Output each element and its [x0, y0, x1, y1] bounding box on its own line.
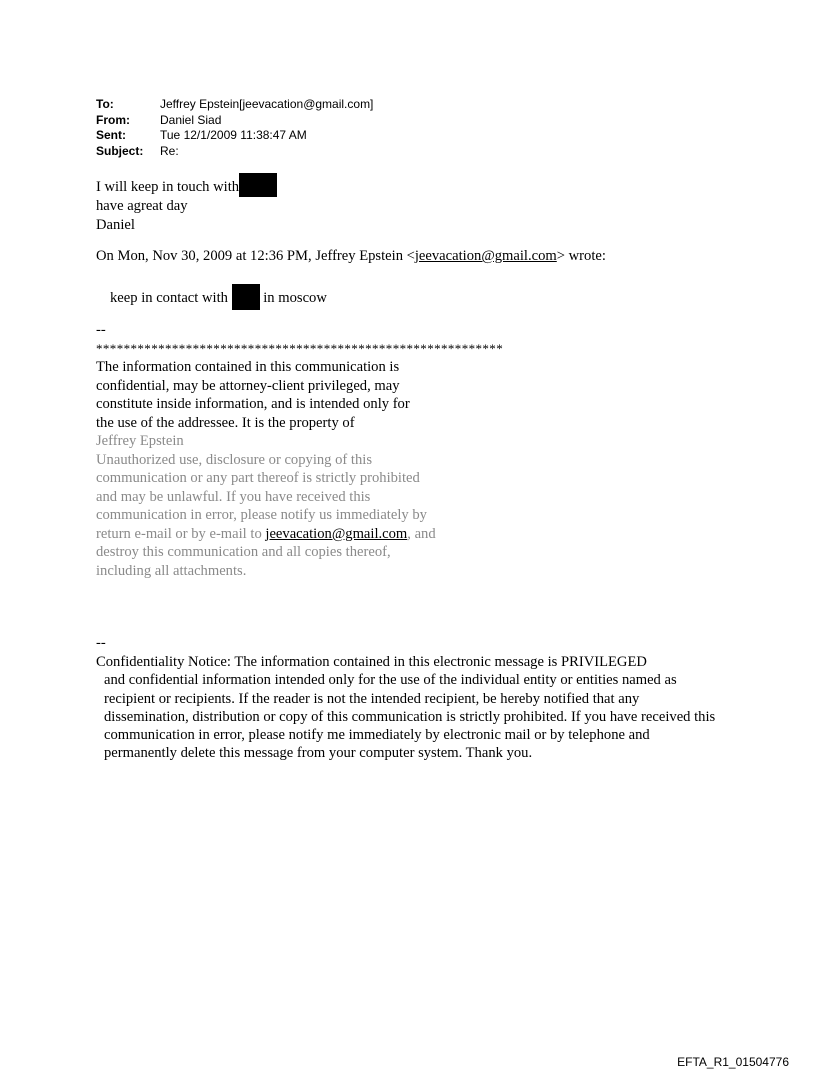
- redaction-box: [232, 284, 260, 310]
- message-body: [96, 173, 277, 234]
- subject-label: Subject:: [96, 143, 144, 158]
- signature-line: Unauthorized use, disclosure or copying of this: [96, 451, 373, 468]
- subject-value: Re:: [160, 143, 179, 158]
- from-row: [96, 113, 373, 129]
- signature-line: the use of the addressee. It is the property of: [96, 414, 355, 431]
- signature-line: return e-mail or by e-mail to jeevacation@gmail.com, and: [96, 525, 436, 542]
- message-line-1: I will keep in touch with: [96, 173, 277, 197]
- signature-line: and may be unlawful. If you have received this: [96, 488, 371, 505]
- signature-email-link[interactable]: jeevacation@gmail.com: [265, 525, 408, 542]
- redaction-box: [239, 173, 277, 197]
- from-label: From:: [96, 112, 130, 127]
- to-row: [96, 97, 373, 113]
- message-signoff: Daniel: [96, 216, 135, 233]
- sent-value: Tue 12/1/2009 11:38:47 AM: [160, 128, 307, 142]
- to-label: To:: [96, 97, 114, 111]
- message-line-2: have agreat day: [96, 198, 188, 214]
- sent-row: [96, 128, 373, 144]
- notice-body: and confidential information intended only for the use of the individual entity or entities named as recipient or recipients. If the reader is not the intended recipient, be hereby notified that any dissemination, distribution or copy of this communication is strictly prohibited. If you have received this communication in error, please notify me immediately by electronic mail or by telephone and permanently delete this message from your computer system. Thank you.: [104, 672, 716, 762]
- from-value: Daniel Siad: [160, 112, 222, 127]
- quoted-text: keep in contact with in moscow: [110, 284, 327, 310]
- signature-line: confidential, may be attorney-client privileged, may: [96, 377, 400, 394]
- confidentiality-notice: [96, 653, 716, 763]
- signature-line: destroy this communication and all copies thereof,: [96, 544, 391, 560]
- signature-dashes: --: [96, 322, 106, 338]
- quote-intro: On Mon, Nov 30, 2009 at 12:36 PM, Jeffrey Epstein <jeevacation@gmail.com> wrote:: [96, 248, 606, 264]
- signature-line: constitute inside information, and is intended only for: [96, 396, 410, 412]
- signature-grey-text: [96, 432, 503, 580]
- notice-first-line: Confidentiality Notice: The information contained in this electronic message is PRIVILEGED: [96, 654, 647, 670]
- signature-line: The information contained in this communication is: [96, 359, 400, 375]
- to-value: Jeffrey Epstein[jeevacation@gmail.com]: [160, 97, 374, 111]
- signature-line: including all attachments.: [96, 562, 247, 579]
- notice-dashes: --: [96, 635, 106, 651]
- signature-stars: ***********************************************************: [96, 340, 504, 356]
- document-id: EFTA_R1_01504776: [677, 1055, 789, 1069]
- signature-block: [96, 321, 503, 580]
- subject-row: [96, 144, 373, 160]
- signature-line: Jeffrey Epstein: [96, 433, 184, 449]
- signature-line: communication or any part thereof is strictly prohibited: [96, 470, 420, 486]
- email-header: [96, 97, 373, 159]
- sent-label: Sent:: [96, 128, 126, 142]
- signature-line: communication in error, please notify us immediately by: [96, 507, 427, 523]
- quote-email-link[interactable]: jeevacation@gmail.com: [414, 248, 557, 264]
